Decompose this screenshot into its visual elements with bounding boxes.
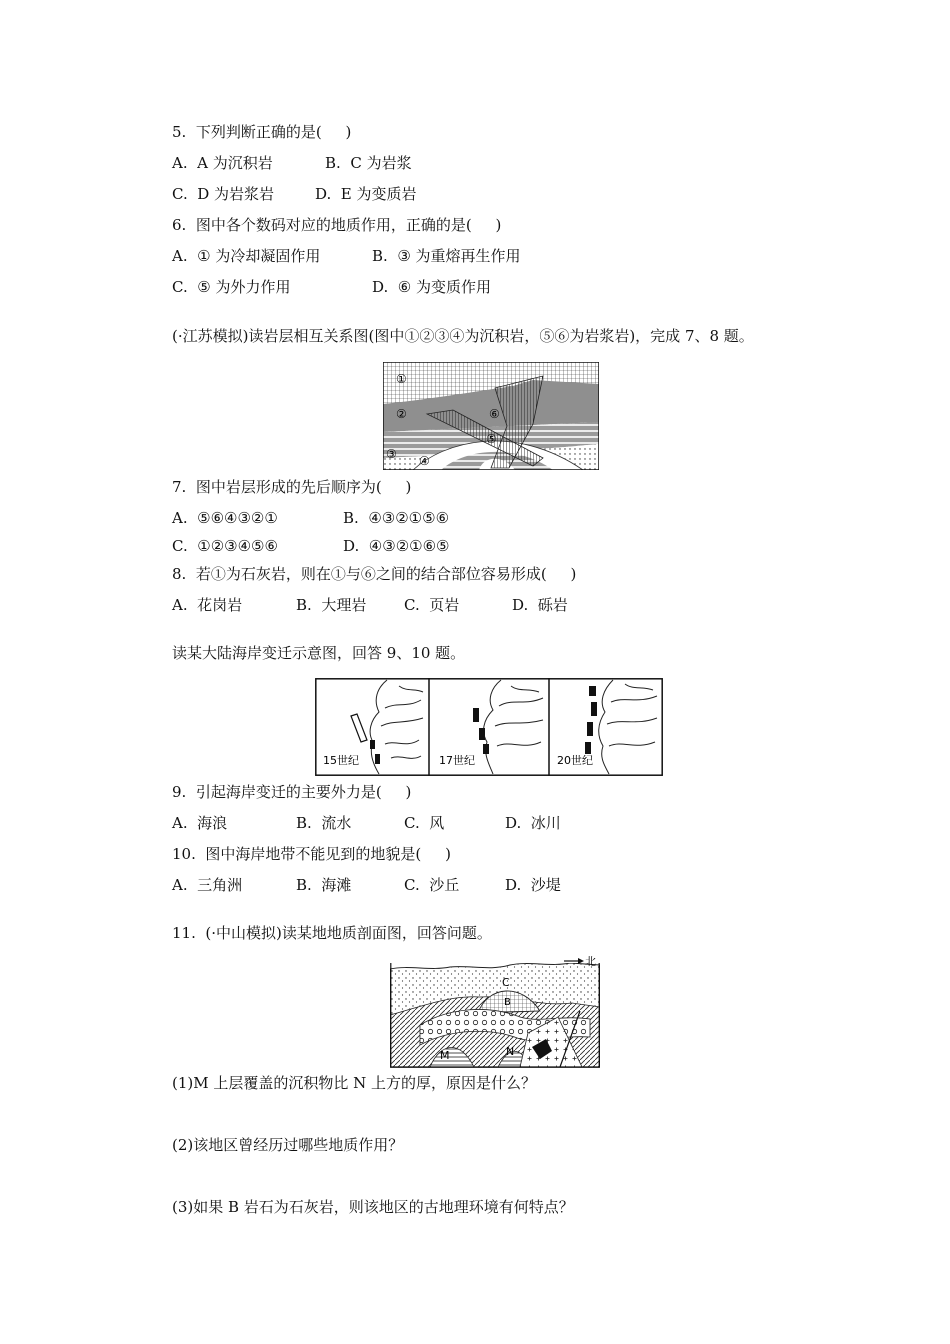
q10-stem: 10. 图中海岸地带不能见到的地貌是( ) — [172, 845, 451, 863]
fig3-label-m: M — [440, 1049, 450, 1062]
panel-label-17th: 17世纪 — [439, 754, 475, 767]
fig3-label-n: N — [506, 1045, 515, 1058]
q7-option-c: C. ①②③④⑤⑥ — [172, 537, 278, 555]
q6-option-b: B. ③ 为重熔再生作用 — [372, 247, 521, 265]
q5-stem: 5. 下列判断正确的是( ) — [172, 123, 352, 141]
q9-option-a: A. 海浪 — [172, 814, 228, 832]
fig1-label-6: ⑥ — [489, 407, 500, 421]
q10-option-c: C. 沙丘 — [404, 876, 460, 894]
fig3-label-b: B — [504, 997, 511, 1008]
q7-option-d: D. ④③②①⑥⑤ — [343, 537, 450, 555]
q7-option-b: B. ④③②①⑤⑥ — [343, 509, 450, 527]
q7-stem: 7. 图中岩层形成的先后顺序为( ) — [172, 478, 412, 496]
coastline-diagram — [315, 678, 663, 776]
q11-sub-2: (2)该地区曾经历过哪些地质作用？ — [172, 1136, 404, 1154]
q6-option-a: A. ① 为冷却凝固作用 — [172, 247, 321, 265]
q6-option-d: D. ⑥ 为变质作用 — [372, 278, 492, 296]
fig1-label-2: ② — [396, 407, 407, 421]
q10-option-a: A. 三角洲 — [172, 876, 243, 894]
q6-option-c: C. ⑤ 为外力作用 — [172, 278, 291, 296]
geologic-section-diagram — [390, 955, 600, 1068]
q5-option-b: B. C 为岩浆 — [325, 154, 412, 172]
q8-option-c: C. 页岩 — [404, 596, 460, 614]
q11-sub-3: (3)如果 B 岩石为石灰岩，则该地区的古地理环境有何特点？ — [172, 1198, 574, 1216]
fig1-label-3: ③ — [386, 447, 397, 461]
strata-diagram — [383, 362, 599, 470]
intro-9-10: 读某大陆海岸变迁示意图，回答 9、10 题。 — [172, 644, 466, 662]
fig3-label-c: C — [502, 976, 510, 989]
north-arrow-label: 北 — [585, 955, 596, 968]
q9-option-d: D. 冰川 — [505, 814, 561, 832]
q8-option-d: D. 砾岩 — [512, 596, 568, 614]
q6-stem: 6. 图中各个数码对应的地质作用，正确的是( ) — [172, 216, 502, 234]
q11-stem: 11. (·中山模拟)读某地地质剖面图，回答问题。 — [172, 924, 492, 942]
intro-7-8: (·江苏模拟)读岩层相互关系图(图中①②③④为沉积岩，⑤⑥为岩浆岩)，完成 7、8 题。 — [172, 327, 754, 345]
q5-option-d: D. E 为变质岩 — [315, 185, 417, 203]
q9-option-c: C. 风 — [404, 814, 445, 832]
q10-option-b: B. 海滩 — [296, 876, 352, 894]
q8-option-a: A. 花岗岩 — [172, 596, 243, 614]
q5-option-a: A. A 为沉积岩 — [172, 154, 273, 172]
q11-sub-1: (1)M 上层覆盖的沉积物比 N 上方的厚，原因是什么？ — [172, 1074, 537, 1092]
q8-stem: 8. 若①为石灰岩，则在①与⑥之间的结合部位容易形成( ) — [172, 565, 577, 583]
fig1-label-4: ④ — [419, 454, 430, 468]
fig1-label-5: ⑤ — [486, 432, 497, 446]
q8-option-b: B. 大理岩 — [296, 596, 367, 614]
panel-label-15th: 15世纪 — [323, 754, 359, 767]
q9-option-b: B. 流水 — [296, 814, 352, 832]
q9-stem: 9. 引起海岸变迁的主要外力是( ) — [172, 783, 412, 801]
q10-option-d: D. 沙堤 — [505, 876, 561, 894]
q7-option-a: A. ⑤⑥④③②① — [172, 509, 278, 527]
panel-label-20th: 20世纪 — [557, 754, 593, 767]
q5-option-c: C. D 为岩浆岩 — [172, 185, 275, 203]
fig1-label-1: ① — [396, 372, 407, 386]
